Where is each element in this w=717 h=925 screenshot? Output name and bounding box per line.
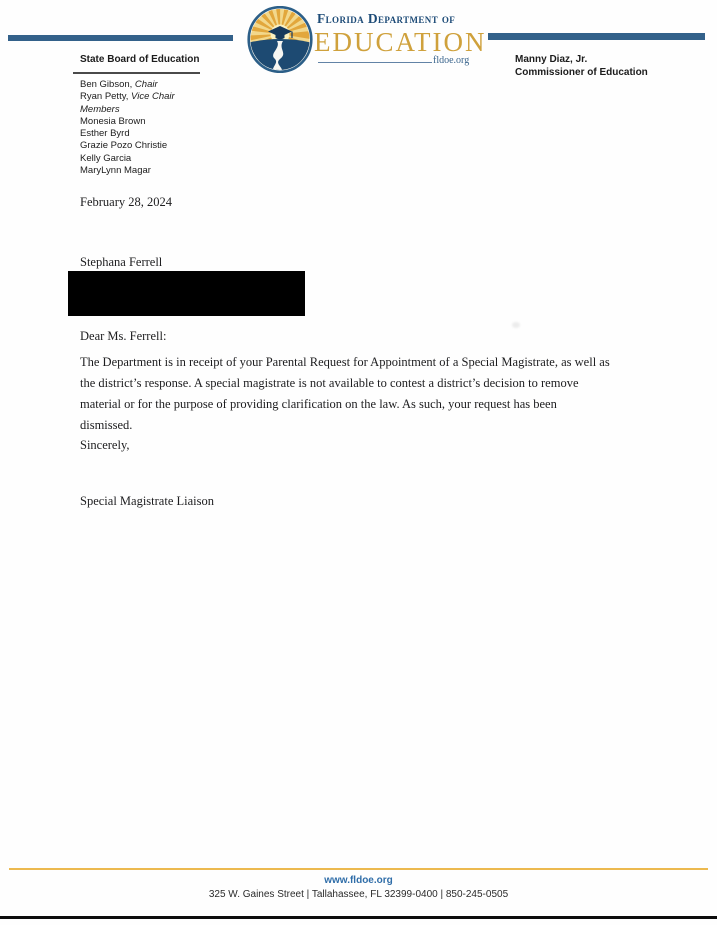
board-member-list (80, 79, 175, 177)
closing: Sincerely, (80, 438, 130, 452)
board-member: Ben Gibson, Chair (80, 79, 158, 90)
commissioner-name: Manny Diaz, Jr. (515, 54, 588, 65)
board-member: Grazie Pozo Christie (80, 140, 168, 152)
body-line: material or for the purpose of providing clarification on the law. As such, your request has been (80, 397, 557, 411)
board-member: Members (80, 103, 120, 115)
body-line: The Department is in receipt of your Parental Request for Appointment of a Special Magistrate, as well as (80, 355, 610, 369)
signature-title: Special Magistrate Liaison (80, 494, 214, 508)
scan-artifact (512, 322, 520, 328)
board-title: State Board of Education (80, 54, 200, 65)
body-line: dismissed. (80, 418, 133, 432)
logo-rule (318, 62, 432, 63)
footer-gold-rule (9, 868, 708, 870)
salutation: Dear Ms. Ferrell: (80, 329, 167, 343)
seal-icon (247, 6, 313, 73)
board-member: Kelly Garcia (80, 152, 132, 164)
board-title-underline (73, 72, 200, 74)
body-paragraph (80, 352, 610, 436)
logo-department-line: Florida Department of (317, 11, 456, 26)
board-member: Monesia Brown (80, 115, 146, 127)
board-member: Ryan Petty, Vice Chair (80, 91, 175, 103)
header-bar-left (8, 35, 233, 41)
footer-address: 325 W. Gaines Street | Tallahassee, FL 32399-0400 | 850-245-0505 (208, 889, 509, 900)
logo-site-url: fldoe.org (433, 55, 470, 66)
board-member: MaryLynn Magar (80, 165, 151, 177)
commissioner-block (515, 53, 648, 79)
fldoe-seal-logo (247, 6, 313, 73)
board-member: Esther Byrd (80, 128, 130, 140)
recipient-name: Stephana Ferrell (80, 255, 163, 269)
commissioner-title: Commissioner of Education (515, 67, 648, 78)
header-bar-right (488, 33, 705, 40)
body-line: the district’s response. A special magistrate is not available to contest a district’s decision to remove (80, 376, 579, 390)
letter-date: February 28, 2024 (80, 195, 172, 209)
logo-education-line: EDUCATION (314, 27, 487, 57)
page-bottom-bar (0, 916, 717, 919)
redaction-box (68, 271, 305, 316)
footer-website: www.fldoe.org (324, 875, 393, 886)
